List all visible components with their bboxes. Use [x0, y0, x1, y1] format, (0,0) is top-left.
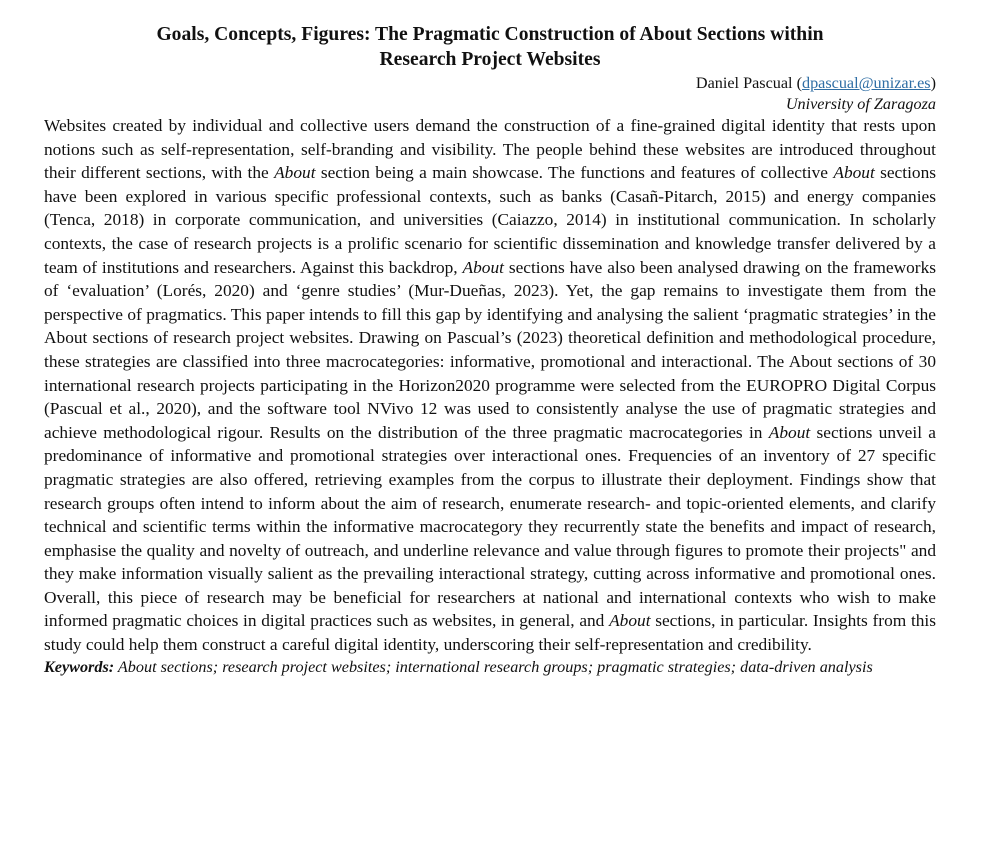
title-line-1: Goals, Concepts, Figures: The Pragmatic Construction of About Sections within	[156, 24, 824, 45]
paper-title	[44, 22, 936, 72]
about-term-1: About	[274, 163, 316, 183]
keywords-label: Keywords:	[44, 657, 115, 676]
about-term-4: About	[768, 422, 811, 442]
about-term-5: About	[609, 611, 651, 631]
author-email-link[interactable]: dpascual@unizar.es	[801, 74, 931, 92]
about-term-3: About	[462, 257, 504, 277]
abstract-paragraph	[44, 114, 936, 657]
author-open-paren: (	[792, 74, 802, 92]
keywords-line	[44, 657, 936, 678]
abstract-text-6: sections, in particular. Insights from this study could help them construct a careful digital identity, underscoring their self-representation and credibility.	[44, 611, 936, 655]
keywords-list: About sections; research project websites; international research groups; pragmatic strategies; data-driven analysis	[114, 657, 873, 676]
author-close-paren: )	[930, 74, 936, 92]
author-name: Daniel Pascual	[695, 74, 793, 92]
author-line	[44, 72, 936, 94]
abstract-text-2: section being a main showcase. The functions and features of collective	[315, 163, 834, 183]
document-page	[44, 22, 936, 678]
abstract-text-5: sections unveil a predominance of informative and promotional strategies over interactional ones. Frequencies of an inventory of 27 specific pragmatic strategies are also offered, retrieving examples from the corpus to illustrate their deployment. Findings show that research groups often intend to inform about the aim of research, enumerate research- and topic-oriented elements, and clarify technical and scientific terms within the informative macrocategory they recurrently state the benefits and impact of research, emphasise the quality and novelty of outreach, and underline relevance and value through figures to promote their projects" and they make information visually salient as the prevailing interactional strategy, cutting across informative and promotional ones. Overall, this piece of research may be beneficial for researchers at national and international contexts who wish to make informed pragmatic choices in digital practices such as websites, in general, and	[44, 422, 937, 631]
abstract-text-4: sections have also been analysed drawing on the frameworks of ‘evaluation’ (Lorés, 2020) and ‘genre studies’ (Mur-Dueñas, 2023). Yet, the gap remains to investigate them from the perspective of pragmatics. This paper intends to fill this gap by identifying and analysing the salient ‘pragmatic strategies’ in the About sections of research project websites. Drawing on Pascual’s (2023) theoretical definition and methodological procedure, these strategies are classified into three macrocategories: informative, promotional and interactional. The About sections of 30 international research projects participating in the Horizon2020 programme were selected from the EUROPRO Digital Corpus (Pascual et al., 2020), and the software tool NVivo 12 was used to consistently analyse the use of pragmatic strategies and achieve methodological rigour. Results on the distribution of the three pragmatic macrocategories in	[44, 257, 936, 442]
about-term-2: About	[833, 163, 875, 183]
abstract-text-1: Websites created by individual and collective users demand the construction of a fine-grained digital identity that rests upon notions such as self-representation, self-branding and visibility. The people behind these websites are introduced throughout their different sections, with the	[44, 116, 936, 183]
abstract-text-3: sections have been explored in various specific professional contexts, such as banks (Casañ-Pitarch, 2015) and energy companies (Tenca, 2018) in corporate communication, and universities (Caiazzo, 2014) in institutional communication. In scholarly contexts, the case of research projects is a prolific scenario for scientific dissemination and knowledge transfer delivered by a team of institutions and researchers. Against this backdrop,	[44, 163, 936, 277]
author-affiliation: University of Zaragoza	[785, 95, 936, 113]
title-line-2: Research Project Websites	[379, 49, 601, 70]
